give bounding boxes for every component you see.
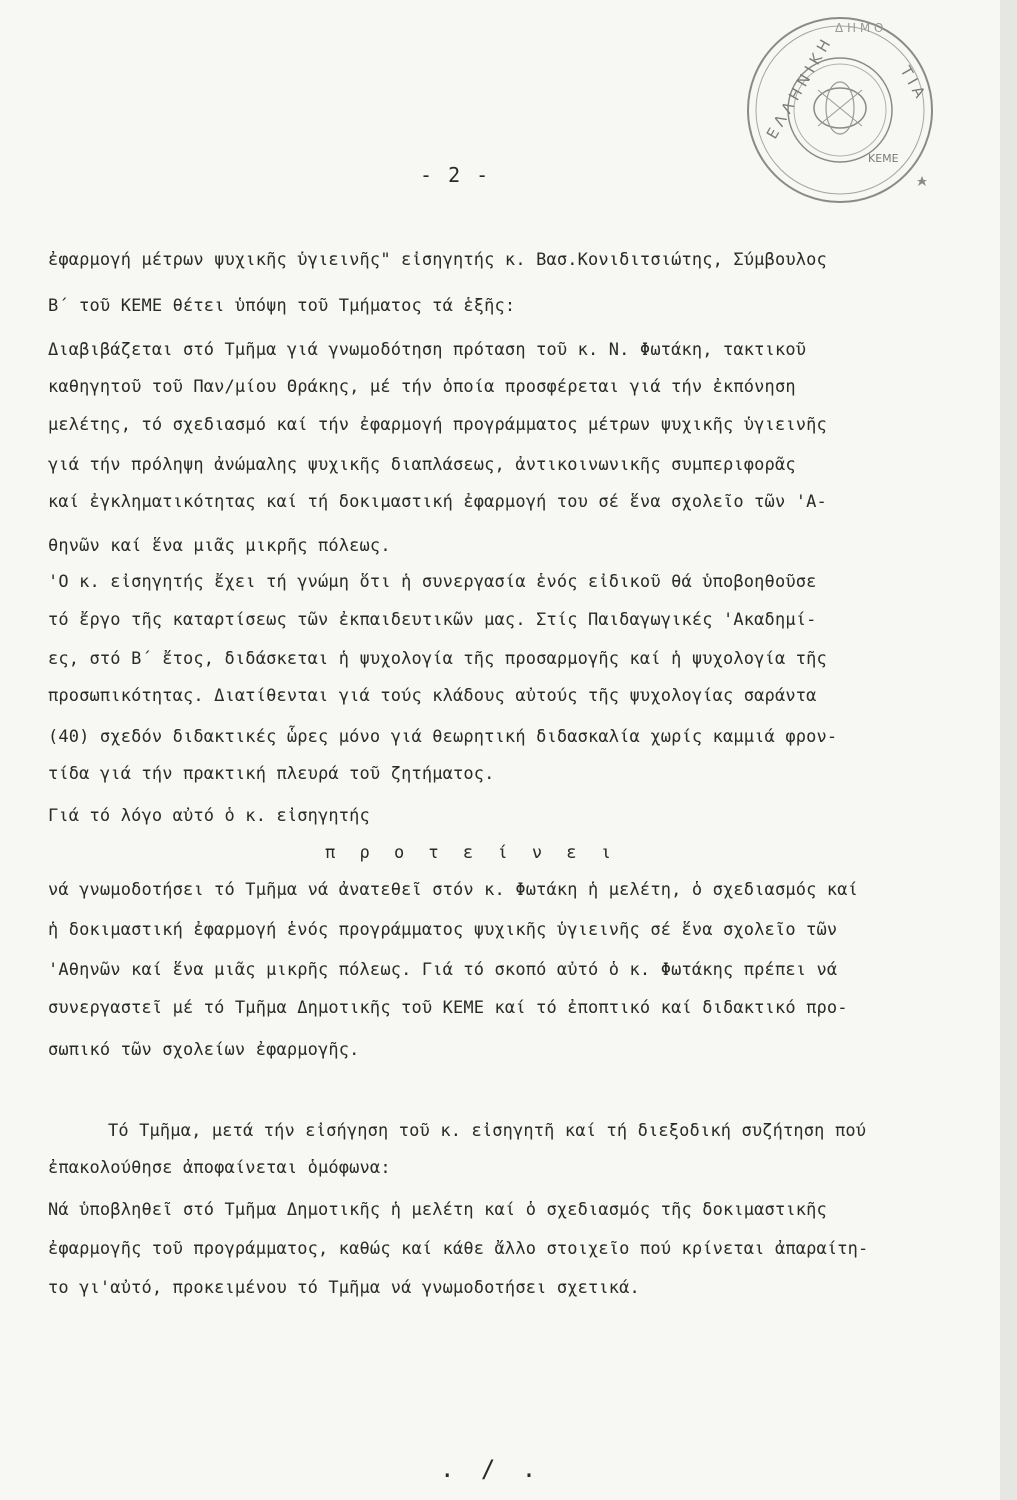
- body-line: Γιά τό λόγο αὐτό ὁ κ. εἰσηγητής: [48, 806, 370, 826]
- body-line: μελέτης, τό σχεδιασμό καί τήν ἐφαρμογή προγράμματος μέτρων ψυχικῆς ὑγιεινῆς: [48, 415, 827, 435]
- page-number: - 2 -: [420, 163, 491, 187]
- proposes-heading: π ρ ο τ ε ί ν ε ι: [325, 843, 618, 863]
- decision-line: Τό Τμῆμα, μετά τήν εἰσήγηση τοῦ κ. εἰσηγητῆ καί τή διεξοδική συζήτηση πού: [108, 1121, 867, 1141]
- continuation-mark: . / .: [440, 1455, 543, 1483]
- svg-text:Δ Η Μ Ο: Δ Η Μ Ο: [835, 21, 884, 35]
- svg-text:ΚΕΜΕ: ΚΕΜΕ: [868, 152, 899, 165]
- official-seal-icon: [740, 10, 940, 210]
- body-line: τίδα γιά τήν πρακτική πλευρά τοῦ ζητήματος.: [48, 764, 495, 784]
- proposal-line: ἡ δοκιμαστική ἐφαρμογή ἑνός προγράμματος ψυχικῆς ὑγιεινῆς σέ ἕνα σχολεῖο τῶν: [48, 920, 838, 940]
- proposal-line: νά γνωμοδοτήσει τό Τμῆμα νά ἀνατεθεῖ στόν κ. Φωτάκη ἡ μελέτη, ὁ σχεδιασμός καί: [48, 880, 859, 900]
- body-line: καθηγητοῦ τοῦ Παν/μίου Θράκης, μέ τήν ὁποία προσφέρεται γιά τήν ἐκπόνηση: [48, 377, 796, 397]
- body-line: (40) σχεδόν διδακτικές ὧρες μόνο γιά θεωρητική διδασκαλία χωρίς καμμιά φρον-: [48, 727, 838, 747]
- bleed-through: [60, 140, 70, 160]
- proposal-line: συνεργαστεῖ μέ τό Τμῆμα Δημοτικῆς τοῦ ΚΕΜΕ καί τό ἐποπτικό καί διδακτικό προ-: [48, 998, 848, 1018]
- decision-line: ἐφαρμογῆς τοῦ προγράμματος, καθώς καί κάθε ἄλλο στοιχεῖο πού κρίνεται ἀπαραίτη-: [48, 1239, 869, 1259]
- decision-line: το γι'αὐτό, προκειμένου τό Τμῆμα νά γνωμοδοτήσει σχετικά.: [48, 1278, 640, 1298]
- body-line: τό ἔργο τῆς καταρτίσεως τῶν ἐκπαιδευτικῶν μας. Στίς Παιδαγωγικές 'Ακαδημί-: [48, 610, 817, 630]
- body-line: ες, στό Β΄ ἔτος, διδάσκεται ἡ ψυχολογία τῆς προσαρμογῆς καί ἡ ψυχολογία τῆς: [48, 649, 827, 669]
- body-line: θηνῶν καί ἕνα μιᾶς μικρῆς πόλεως.: [48, 536, 391, 556]
- decision-line: ἐπακολούθησε ἀποφαίνεται ὁμόφωνα:: [48, 1158, 391, 1178]
- svg-text:Ε Λ Λ Η Ν Ι Κ Η: Ε Λ Λ Η Ν Ι Κ Η: [762, 36, 835, 142]
- body-line: Β΄ τοῦ ΚΕΜΕ θέτει ὑπόψη τοῦ Τμήματος τά ἑξῆς:: [48, 296, 516, 316]
- svg-text:Τ Ι Α: Τ Ι Α: [896, 63, 929, 101]
- proposal-line: 'Αθηνῶν καί ἕνα μιᾶς μικρῆς πόλεως. Γιά τό σκοπό αὐτό ὁ κ. Φωτάκης πρέπει νά: [48, 960, 838, 980]
- body-line: προσωπικότητας. Διατίθενται γιά τούς κλάδους αὐτούς τῆς ψυχολογίας σαράντα: [48, 686, 817, 706]
- body-line: Διαβιβάζεται στό Τμῆμα γιά γνωμοδότηση πρόταση τοῦ κ. Ν. Φωτάκη, τακτικοῦ: [48, 340, 807, 360]
- page-edge: [1000, 0, 1017, 1500]
- body-line: 'Ο κ. εἰσηγητής ἔχει τή γνώμη ὅτι ἡ συνεργασία ἑνός εἰδικοῦ θά ὑποβοηθοῦσε: [48, 572, 817, 592]
- body-line: ἐφαρμογή μέτρων ψυχικῆς ὑγιεινῆς" εἰσηγητής κ. Βασ.Κονιδιτσιώτης, Σύμβουλος: [48, 250, 827, 270]
- decision-line: Νά ὑποβληθεῖ στό Τμῆμα Δημοτικῆς ἡ μελέτη καί ὁ σχεδιασμός τῆς δοκιμαστικῆς: [48, 1200, 827, 1220]
- proposal-line: σωπικό τῶν σχολείων ἐφαρμογῆς.: [48, 1040, 360, 1060]
- body-line: γιά τήν πρόληψη ἀνώμαλης ψυχικῆς διαπλάσεως, ἀντικοινωνικῆς συμπεριφορᾶς: [48, 455, 796, 475]
- body-line: καί ἐγκληματικότητας καί τή δοκιμαστική ἐφαρμογή του σέ ἕνα σχολεῖο τῶν 'Α-: [48, 492, 827, 512]
